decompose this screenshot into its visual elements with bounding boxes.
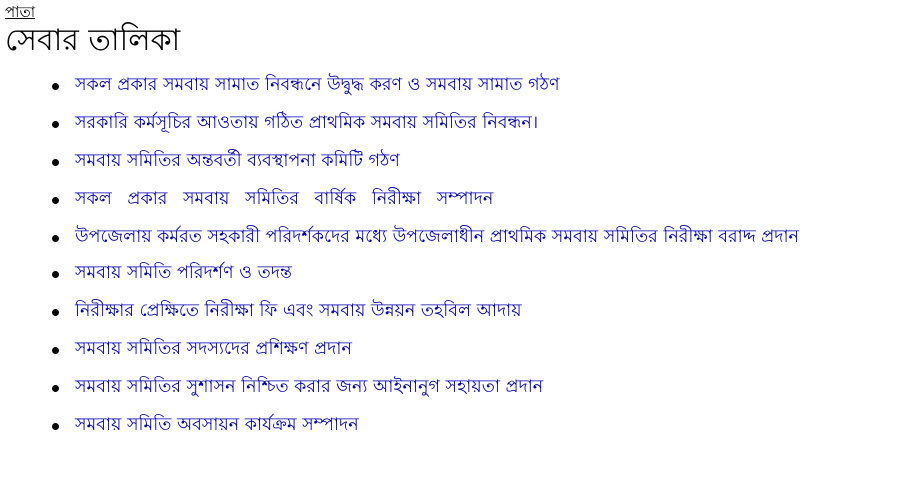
- bullet-icon: [52, 347, 59, 354]
- service-list-item: [49, 149, 869, 173]
- service-item-label: সমবায় সমিতির সদস্যদের প্রশিক্ষণ প্রদান: [75, 339, 352, 359]
- service-item-label: উপজেলায় কর্মরত সহকারী পরিদর্শকদের মধ্যে উপজেলাধীন প্রাথমিক সমবায় সমিতির নিরীক্ষা বরাদ্দ প্রদান: [75, 227, 799, 247]
- service-list: [49, 73, 869, 451]
- service-list-item: [49, 413, 869, 437]
- service-list-item: [49, 375, 869, 399]
- bullet-icon: [52, 83, 59, 90]
- service-list-item: [49, 299, 869, 323]
- bullet-icon: [52, 385, 59, 392]
- bullet-icon: [52, 423, 59, 430]
- service-item-label: সমবায় সমিতি অবসায়ন কার্যক্রম সম্পাদন: [75, 415, 359, 435]
- service-list-item: [49, 337, 869, 361]
- service-item-label: সমবায় সমিতির অন্তবর্তী ব্যবস্থাপনা কমিটি গঠণ: [75, 151, 400, 171]
- service-list-item: [49, 261, 869, 285]
- service-item-label: নিরীক্ষার প্রেক্ষিতে নিরীক্ষা ফি এবং সমবায় উন্নয়ন তহবিল আদায়: [75, 301, 522, 321]
- service-list-item: [49, 187, 869, 211]
- service-item-label: সমবায় সমিতি পরিদর্শণ ও তদন্ত: [75, 263, 292, 283]
- service-list-item: [49, 73, 869, 97]
- service-item-label: সকল প্রকার সমবায় সামাত নিবন্ধনে উদ্বুদ্ধ করণ ও সমবায় সামাত গঠণ: [75, 75, 560, 95]
- service-item-label: সরকারি কর্মসূচির আওতায় গঠিত প্রাথমিক সমবায় সমিতির নিবন্ধন।: [75, 113, 539, 133]
- bullet-icon: [52, 159, 59, 166]
- bullet-icon: [52, 121, 59, 128]
- service-list-item: [49, 111, 869, 135]
- bullet-icon: [52, 271, 59, 278]
- service-item-label: সকল প্রকার সমবায় সমিতির বার্ষিক নিরীক্ষা সম্পাদন: [75, 189, 494, 209]
- service-list-item: [49, 225, 869, 249]
- bullet-icon: [52, 197, 59, 204]
- page-title: সেবার তালিকা: [5, 23, 181, 58]
- bullet-icon: [52, 309, 59, 316]
- page-content: [5, 2, 917, 60]
- bullet-icon: [52, 235, 59, 242]
- service-item-label: সমবায় সমিতির সুশাসন নিশ্চিত করার জন্য আইনানুগ সহায়তা প্রদান: [75, 377, 544, 397]
- breadcrumb-home-link[interactable]: পাতা: [5, 3, 36, 21]
